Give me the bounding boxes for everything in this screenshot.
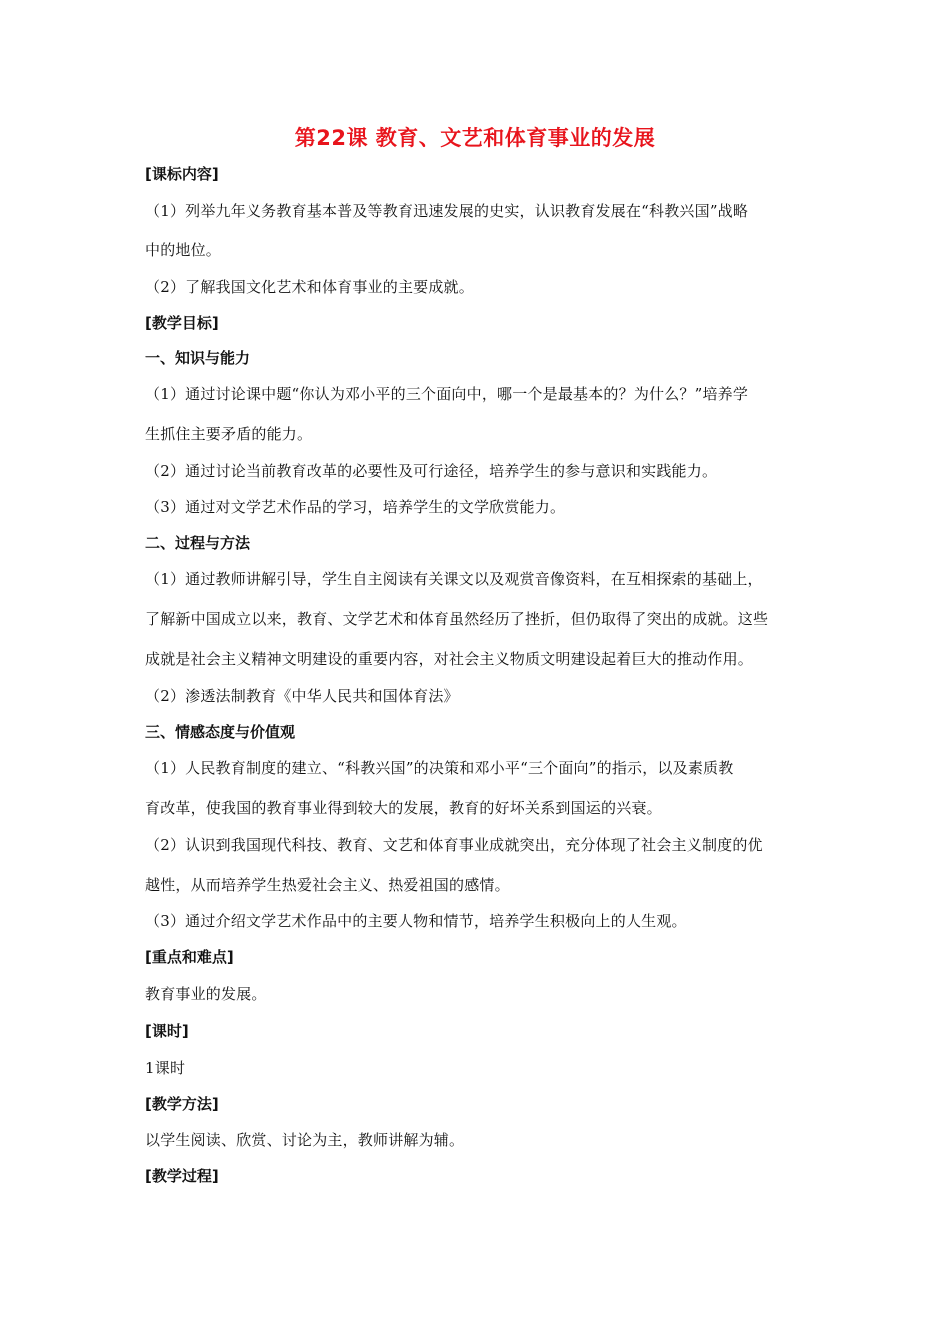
paragraph-line: （3）通过介绍文学艺术作品中的主要人物和情节，培养学生积极向上的人生观。 xyxy=(145,912,687,930)
paragraph-line: 1课时 xyxy=(145,1059,186,1077)
paragraph-line: （2）通过讨论当前教育改革的必要性及可行途径，培养学生的参与意识和实践能力。 xyxy=(145,462,718,480)
paragraph-line: （1）人民教育制度的建立、“科教兴国”的决策和邓小平“三个面向”的指示，以及素质教 xyxy=(145,759,734,777)
paragraph-line: 教育事业的发展。 xyxy=(145,985,267,1003)
paragraph-line: （2）认识到我国现代科技、教育、文艺和体育事业成就突出，充分体现了社会主义制度的优 xyxy=(145,836,763,854)
paragraph-line: （1）列举九年义务教育基本普及等教育迅速发展的史实，认识教育发展在“科教兴国”战略 xyxy=(145,202,749,220)
paragraph-line: （1）通过教师讲解引导，学生自主阅读有关课文以及观赏音像资料，在互相探索的基础上， xyxy=(145,570,763,588)
paragraph-line: （3）通过对文学艺术作品的学习，培养学生的文学欣赏能力。 xyxy=(145,498,566,516)
paragraph-line: 以学生阅读、欣赏、讨论为主，教师讲解为辅。 xyxy=(145,1131,465,1149)
paragraph-line: 生抓住主要矛盾的能力。 xyxy=(145,425,313,443)
paragraph-line: 了解新中国成立以来，教育、文学艺术和体育虽然经历了挫折，但仍取得了突出的成就。这些 xyxy=(145,610,769,628)
paragraph-line: 越性，从而培养学生热爱社会主义、热爱祖国的感情。 xyxy=(145,876,510,894)
section-heading-methods: [教学方法] xyxy=(145,1095,219,1113)
subsection-heading-process: 二、过程与方法 xyxy=(145,534,251,552)
paragraph-line: （2）了解我国文化艺术和体育事业的主要成就。 xyxy=(145,278,474,296)
document-title: 第22课 教育、文艺和体育事业的发展 xyxy=(294,126,656,150)
subsection-heading-knowledge: 一、知识与能力 xyxy=(145,349,251,367)
section-heading-objectives: [教学目标] xyxy=(145,314,219,332)
paragraph-line: 中的地位。 xyxy=(145,241,222,259)
section-heading-periods: [课时] xyxy=(145,1022,189,1040)
paragraph-line: 成就是社会主义精神文明建设的重要内容，对社会主义物质文明建设起着巨大的推动作用。 xyxy=(145,650,754,668)
paragraph-line: （2）渗透法制教育《中华人民共和国体育法》 xyxy=(145,687,459,705)
section-heading-procedure: [教学过程] xyxy=(145,1167,219,1185)
paragraph-line: 育改革，使我国的教育事业得到较大的发展，教育的好坏关系到国运的兴衰。 xyxy=(145,799,662,817)
section-heading-keypoints: [重点和难点] xyxy=(145,948,234,966)
section-heading-curriculum: [课标内容] xyxy=(145,165,219,183)
subsection-heading-values: 三、情感态度与价值观 xyxy=(145,723,296,741)
paragraph-line: （1）通过讨论课中题“你认为邓小平的三个面向中，哪一个是最基本的？为什么？”培养学 xyxy=(145,385,749,403)
